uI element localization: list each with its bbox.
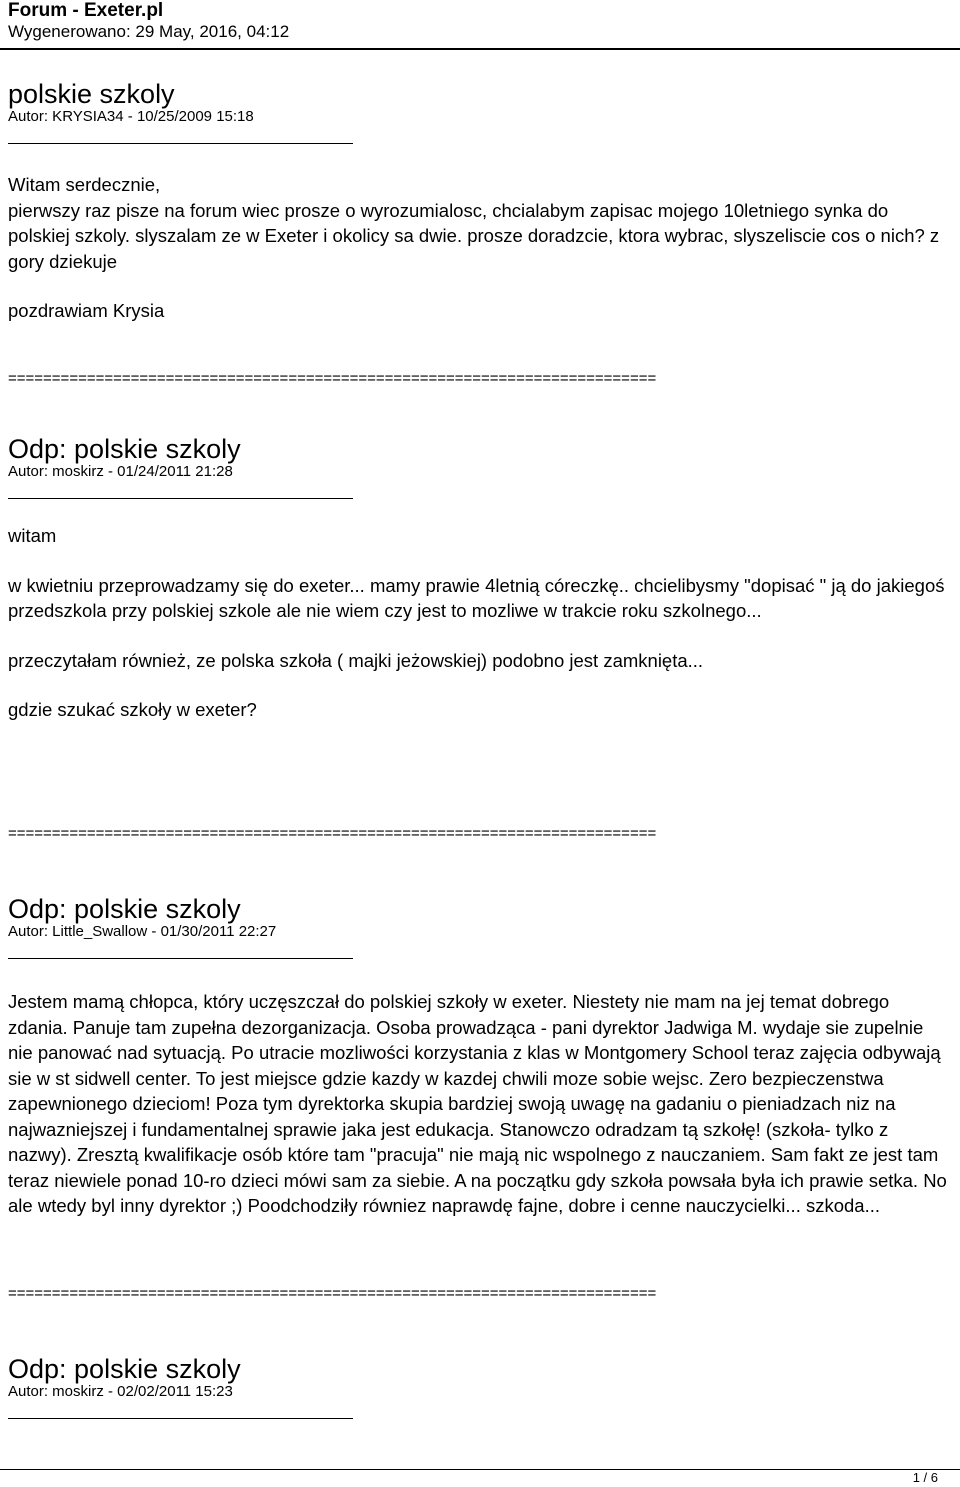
post-title: Odp: polskie szkoly xyxy=(8,434,241,464)
post-paragraph: gdzie szukać szkoły w exeter? xyxy=(8,699,257,720)
post-separator: ========================================================================== xyxy=(8,1285,657,1302)
post-author-meta: Autor: moskirz - 01/24/2011 21:28 xyxy=(8,463,233,480)
forum-post xyxy=(8,435,953,723)
header-divider xyxy=(0,48,960,50)
post-paragraph: w kwietniu przeprowadzamy się do exeter... mamy prawie 4letnią córeczkę.. chcielibysmy "dopisać " ją do jakiegoś przedszkola przy polskiej szkole ale nie wiem czy jest to mozliwe w trakcie roku szkolnego... xyxy=(8,574,945,621)
post-author-meta: Autor: moskirz - 02/02/2011 15:23 xyxy=(8,1383,233,1400)
footer-divider xyxy=(0,1469,960,1470)
post-paragraph: witam xyxy=(8,525,57,546)
post-author-meta: Autor: KRYSIA34 - 10/25/2009 15:18 xyxy=(8,108,254,125)
post-title-underline xyxy=(8,143,353,144)
post-title-underline xyxy=(8,1418,353,1419)
post-title: Odp: polskie szkoly xyxy=(8,894,241,924)
post-paragraph: przeczytałam również, ze polska szkoła ( majki jeżowskiej) podobno jest zamknięta... xyxy=(8,649,704,671)
post-separator: ========================================================================== xyxy=(8,825,657,842)
forum-post xyxy=(8,895,953,1219)
post-separator: ========================================================================== xyxy=(8,370,657,387)
generated-timestamp: Wygenerowano: 29 May, 2016, 04:12 xyxy=(8,22,290,41)
post-author-meta: Autor: Little_Swallow - 01/30/2011 22:27 xyxy=(8,923,277,940)
forum-post xyxy=(8,80,953,324)
site-title: Forum - Exeter.pl xyxy=(8,0,164,21)
post-title-underline xyxy=(8,958,353,959)
post-paragraph: pozdrawiam Krysia xyxy=(8,300,165,321)
post-paragraph: Witam serdecznie, pierwszy raz pisze na forum wiec prosze o wyrozumialosc, chcialabym zapisac mojego 10letniego synka do polskiej szkoly. slyszalam ze w Exeter i okolicy sa dwie. prosze doradzcie, ktora wybrac, slyszeliscie cos o nich? z gory dziekuje xyxy=(8,174,940,272)
page-number: 1 / 6 xyxy=(912,1470,938,1485)
post-paragraph: Jestem mamą chłopca, który uczęszczał do polskiej szkoły w exeter. Niestety nie mam na jej temat dobrego zdania. Panuje tam zupełna dezorganizacja. Osoba prowadząca - pani dyrektor Jadwiga M. wydaje sie zupelnie nie panować nad sytuacją. Po utracie mozliwości korzystania z klas w Montgomery School teraz zajęcia odbywają sie w st sidwell center. To jest miejsce gdzie kazdy w kazdej chwili moze sobie wejsc. Zero bezpieczenstwa zapewnionego dzieciom! Poza tym dyrektorka skupia bardziej swoją uwagę na gadaniu o pieniadzach niz na najwazniejszej i fundamentalnej sprawie jaka jest edukacja. Stanowczo odradzam tą szkołę! (szkoła- tylko z nazwy). Zresztą kwalifikacje osób które tam "pracuja" nie mają nic wspolnego z nauczaniem. Sam fakt ze jest tam teraz niewiele ponad 10-ro dzieci mówi sam za siebie. A na początku gdy szkoła powsała była ich prawie setka. No ale wtedy byl inny dyrektor ;) Poodchodziły równiez naprawdę fajne, dobre i cenne nauczycielki... szkoda... xyxy=(8,991,947,1216)
forum-post xyxy=(8,1355,953,1419)
post-title: Odp: polskie szkoly xyxy=(8,1354,241,1384)
post-title: polskie szkoly xyxy=(8,79,175,109)
post-title-underline xyxy=(8,498,353,499)
